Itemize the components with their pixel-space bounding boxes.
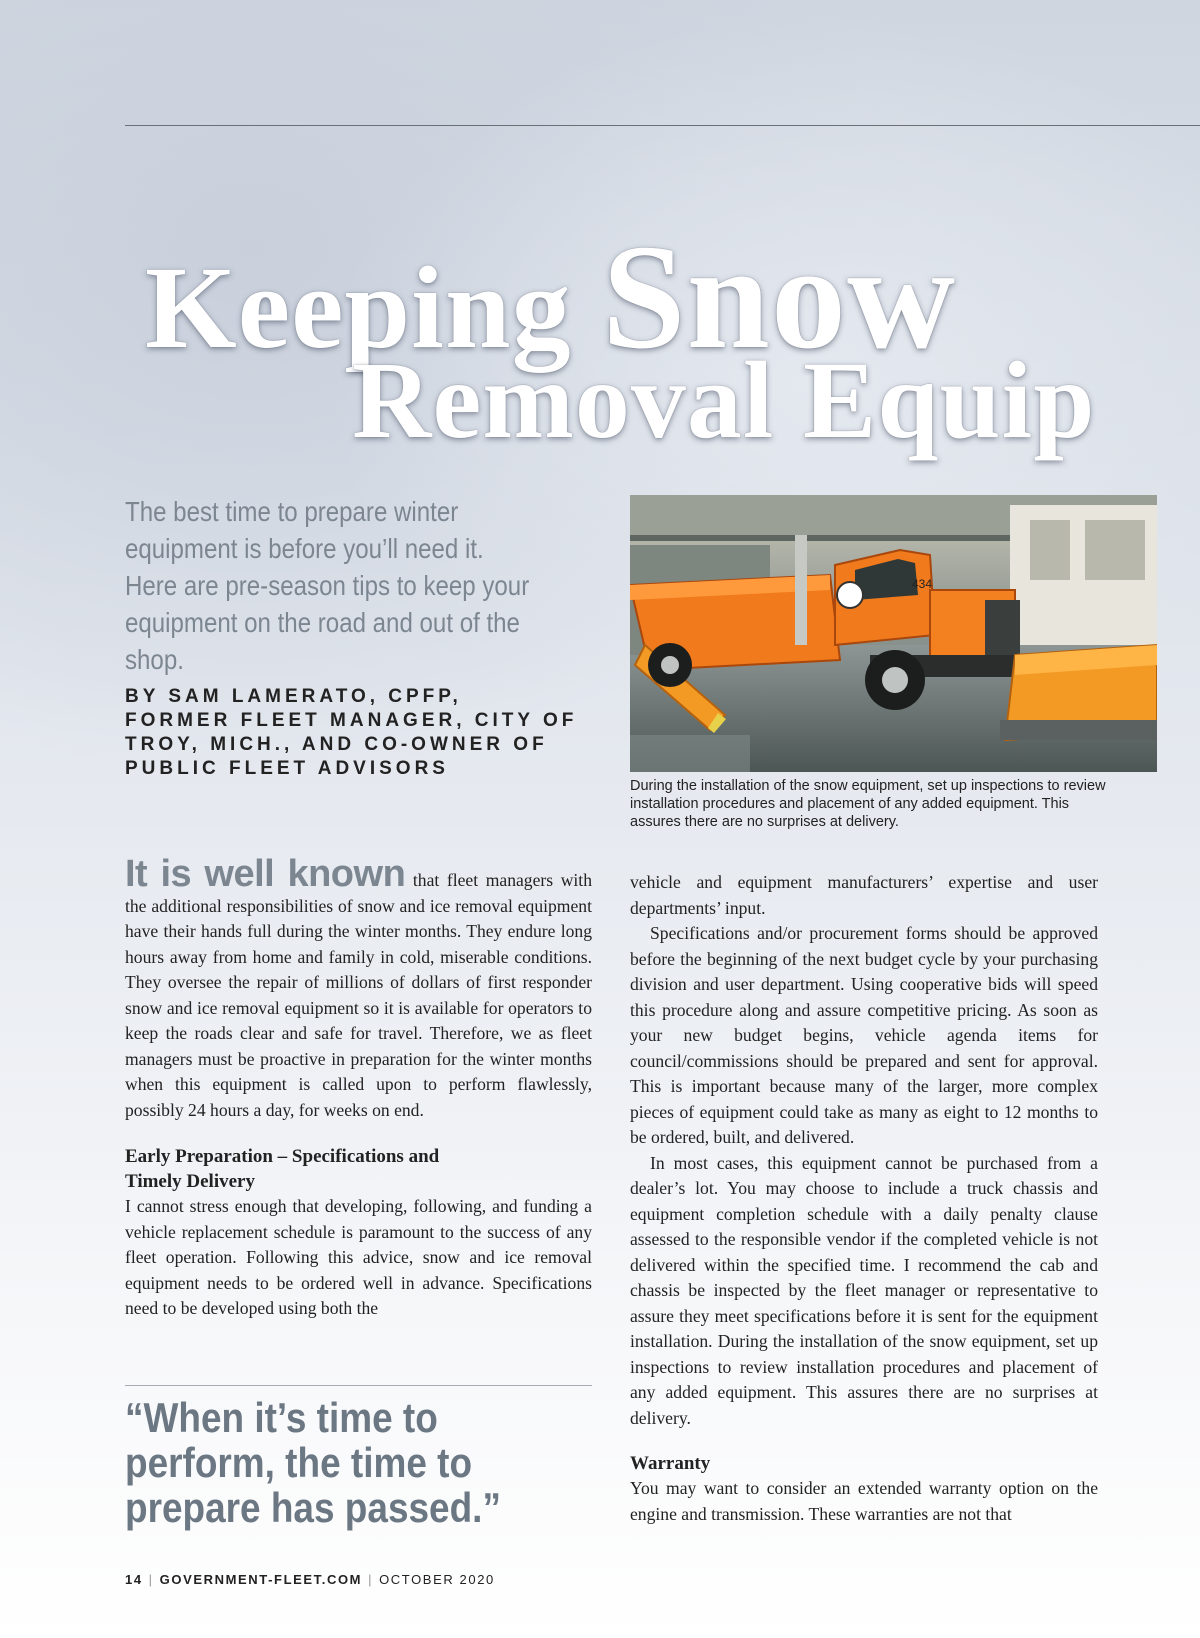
lead-in: It is well known — [125, 853, 406, 895]
paragraph — [125, 855, 592, 1123]
paragraph: I cannot stress enough that developing, following, and funding a vehicle replacement schedule is paramount to the success of any fleet operation. Following this advice, snow and ice removal equipment needs to be ordered well in advance. Specifications need to be developed using both the — [125, 1196, 592, 1318]
pullquote: “When it’s time to perform, the time to prepare has passed.” — [125, 1394, 501, 1531]
truck-illustration — [630, 495, 1157, 772]
headline-word-keeping: Keeping — [145, 242, 603, 373]
paragraph: vehicle and equipment manufacturers’ expertise and user departments’ input. — [630, 872, 1098, 918]
paragraph: Specifications and/or procurement forms should be approved before the beginning of the next budget cycle by your purchasing division and user department. Using cooperative bids will speed this procedure along and assure competitive pricing. As soon as your new budget begins, vehicle agenda items for council/commissions should be prepared and sent for approval. This is important because many of the larger, more complex pieces of equipment could take as many as eight to 12 months to be ordered, built, and delivered. — [630, 923, 1098, 1147]
byline-line: TROY, MICH., AND CO-OWNER OF — [125, 734, 548, 755]
top-rule — [125, 125, 1200, 126]
pullquote-rule — [125, 1385, 592, 1386]
truck-number: 434 — [912, 577, 933, 591]
publication-site: GOVERNMENT-FLEET.COM — [159, 1572, 363, 1587]
byline-line: BY SAM LAMERATO, CPFP, — [125, 686, 462, 707]
article-dek: The best time to prepare winter equipment is before you’ll need it. Here are pre-season tips to keep your equipment on the road and out of the shop. — [125, 496, 530, 675]
heading-line: Timely Delivery — [125, 1171, 255, 1192]
section-heading: Warranty — [630, 1453, 711, 1474]
paragraph: In most cases, this equipment cannot be purchased from a dealer’s lot. You may choose to include a truck chassis and equipment completion schedule with a daily penalty clause assessed to the responsible vendor if the completed vehicle is not delivered within the specified time. I recommend the cab and chassis be inspected by the fleet manager or representative to assure they meet specifications before it is sent for the equipment installation. During the installation of the snow equipment, set up inspections to review installation procedures and placement of any added equipment. This assures there are no surprises at delivery. — [630, 1152, 1098, 1428]
byline-line: PUBLIC FLEET ADVISORS — [125, 758, 449, 779]
paragraph-text: that fleet managers with the additional responsibilities of snow and ice removal equipment have their hands full during the winter months. They endure long hours away from home and family in cold, miserable conditions. They oversee the repair of millions of dollars of first responder snow and ice removal equipment so it is available for operators to keep the roads clear and safe for travel. Therefore, we as fleet managers must be proactive in preparation for the winter months when this equipment is called upon to perform flawlessly, possibly 24 hours a day, for weeks on end. — [125, 870, 592, 1120]
byline — [125, 685, 595, 781]
photo-caption: During the installation of the snow equipment, set up inspections to review installation procedures and placement of any added equipment. This assures there are no surprises at delivery. — [630, 778, 1106, 830]
paragraph: You may want to consider an extended warranty option on the engine and transmission. These warranties are not that — [630, 1478, 1098, 1524]
headline-line-2: Removal Equip — [352, 339, 1096, 461]
article-column-left — [125, 855, 592, 1322]
issue-date: OCTOBER 2020 — [379, 1572, 495, 1587]
section-heading — [125, 1144, 592, 1194]
byline-line: FORMER FLEET MANAGER, CITY OF — [125, 710, 578, 731]
article-column-right — [630, 870, 1098, 1527]
page-footer: 14 | GOVERNMENT-FLEET.COM | OCTOBER 2020 — [125, 1572, 495, 1587]
heading-line: Early Preparation – Specifications and — [125, 1146, 440, 1167]
snowplow-truck-photo — [630, 495, 1157, 772]
page-number: 14 — [125, 1572, 143, 1587]
headline-word-snow: Snow — [602, 214, 957, 380]
